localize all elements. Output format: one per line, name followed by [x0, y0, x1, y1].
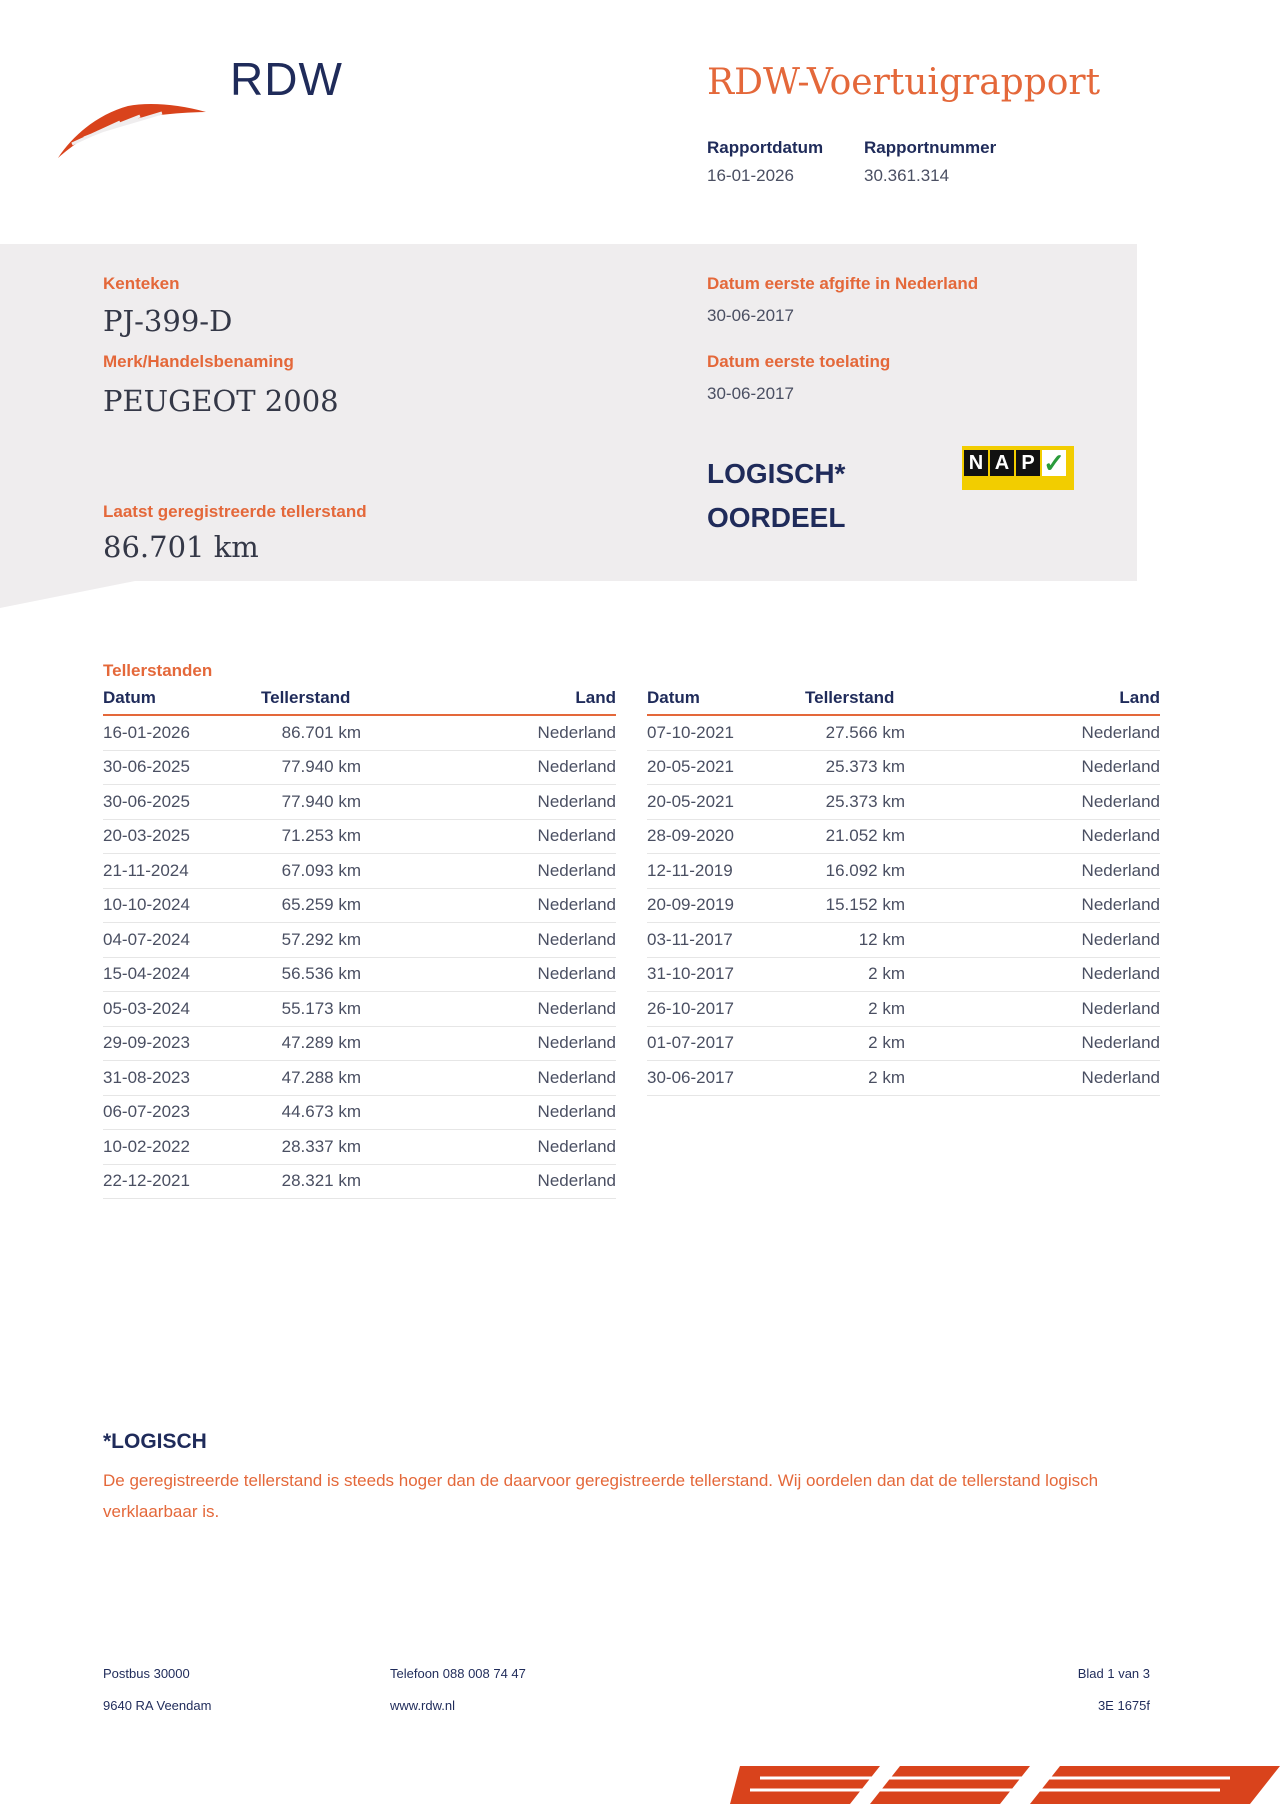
plate-label: Kenteken [103, 274, 180, 293]
row-date: 10-10-2024 [103, 895, 190, 915]
row-km: 2 km [868, 1033, 905, 1053]
report-date [707, 138, 823, 186]
row-country: Nederland [537, 1102, 616, 1122]
row-date: 16-01-2026 [103, 722, 190, 742]
row-km: 67.093 km [281, 860, 361, 880]
panel-notch [0, 580, 140, 608]
row-km: 71.253 km [281, 826, 361, 846]
row-country: Nederland [1081, 929, 1160, 949]
row-country: Nederland [537, 895, 616, 915]
row-date: 20-09-2019 [647, 895, 734, 915]
row-country: Nederland [537, 1136, 616, 1156]
brand-name: RDW [230, 53, 343, 105]
row-km: 86.701 km [281, 722, 361, 742]
row-country: Nederland [1081, 895, 1160, 915]
first-admission-label: Datum eerste toelating [707, 352, 891, 371]
table-row [647, 958, 1160, 993]
row-country: Nederland [1081, 964, 1160, 984]
odometer-value: 86.701 km [103, 530, 259, 564]
table-header [647, 688, 1160, 716]
row-country: Nederland [1081, 1033, 1160, 1053]
footer-code: 3E 1675f [1097, 1698, 1150, 1713]
row-country: Nederland [537, 826, 616, 846]
row-date: 21-11-2024 [103, 860, 189, 880]
footer-contact [390, 1658, 526, 1722]
report-title: RDW-Voertuigrapport [707, 62, 1101, 103]
row-country: Nederland [537, 757, 616, 777]
row-km: 28.337 km [281, 1136, 361, 1156]
report-number-label: Rapportnummer [864, 138, 997, 157]
rdw-feather-icon [58, 82, 208, 162]
row-km: 2 km [868, 1067, 905, 1087]
table-row [103, 785, 616, 820]
footer-postbus: Postbus 30000 [103, 1666, 190, 1681]
row-date: 05-03-2024 [103, 998, 190, 1018]
row-km: 77.940 km [281, 757, 361, 777]
row-country: Nederland [1081, 860, 1160, 880]
row-km: 21.052 km [825, 826, 905, 846]
row-km: 44.673 km [281, 1102, 361, 1122]
table-row [103, 751, 616, 786]
row-date: 06-07-2023 [103, 1102, 190, 1122]
row-date: 28-09-2020 [647, 826, 734, 846]
first-admission-value: 30-06-2017 [707, 384, 794, 403]
table-row [103, 1165, 616, 1200]
row-km: 28.321 km [281, 1171, 361, 1191]
row-country: Nederland [1081, 722, 1160, 742]
verdict [707, 452, 845, 540]
nap-letter-a: A [990, 450, 1014, 476]
footer-page-info [1078, 1658, 1150, 1722]
note-text: De geregistreerde tellerstand is steeds hoger dan de daarvoor geregistreerde tellerstand. Wij oordelen dan dat de tellerstand logisch verklaarbaar is. [103, 1471, 1099, 1521]
row-date: 01-07-2017 [647, 1033, 734, 1053]
row-date: 20-03-2025 [103, 826, 190, 846]
table-row [103, 923, 616, 958]
row-date: 20-05-2021 [647, 757, 734, 777]
table-row [103, 716, 616, 751]
row-km: 25.373 km [825, 757, 905, 777]
row-country: Nederland [537, 998, 616, 1018]
row-km: 57.292 km [281, 929, 361, 949]
first-nl-value: 30-06-2017 [707, 306, 794, 325]
row-km: 27.566 km [825, 722, 905, 742]
row-date: 04-07-2024 [103, 929, 190, 949]
row-km: 77.940 km [281, 791, 361, 811]
table-row [647, 1061, 1160, 1096]
row-date: 15-04-2024 [103, 964, 190, 984]
footer-website: www.rdw.nl [390, 1698, 456, 1713]
row-date: 29-09-2023 [103, 1033, 190, 1053]
row-country: Nederland [537, 791, 616, 811]
nap-letter-n: N [964, 450, 988, 476]
row-country: Nederland [537, 964, 616, 984]
nap-badge-icon [962, 446, 1074, 490]
row-country: Nederland [1081, 998, 1160, 1018]
report-number-value: 30.361.314 [864, 166, 950, 185]
readings-table-right [647, 688, 1160, 1096]
row-country: Nederland [1081, 791, 1160, 811]
note-title: *LOGISCH [103, 1430, 207, 1453]
table-row [103, 1096, 616, 1131]
row-km: 55.173 km [281, 998, 361, 1018]
verdict-line2: OORDEEL [707, 502, 846, 533]
row-date: 20-05-2021 [647, 791, 734, 811]
decorative-stripes-icon [730, 1760, 1280, 1810]
row-country: Nederland [1081, 1067, 1160, 1087]
row-km: 12 km [858, 929, 905, 949]
table-row [103, 1130, 616, 1165]
readings-caption: Tellerstanden [103, 661, 213, 680]
make-label: Merk/Handelsbenaming [103, 352, 294, 371]
table-row [647, 820, 1160, 855]
row-date: 12-11-2019 [647, 860, 733, 880]
header-date: Datum [647, 688, 700, 707]
header-km: Tellerstand [261, 688, 351, 707]
row-date: 10-02-2022 [103, 1136, 190, 1156]
row-km: 56.536 km [281, 964, 361, 984]
table-row [647, 716, 1160, 751]
table-row [103, 1061, 616, 1096]
row-country: Nederland [537, 1033, 616, 1053]
header-km: Tellerstand [805, 688, 895, 707]
footer-city: 9640 RA Veendam [103, 1698, 212, 1713]
row-country: Nederland [1081, 757, 1160, 777]
table-row [103, 992, 616, 1027]
table-row [647, 1027, 1160, 1062]
nap-check-icon: ✓ [1043, 448, 1065, 478]
row-date: 31-10-2017 [647, 964, 734, 984]
row-km: 25.373 km [825, 791, 905, 811]
footer-phone: Telefoon 088 008 74 47 [390, 1666, 526, 1681]
footer-page: Blad 1 van 3 [1077, 1666, 1150, 1681]
vehicle-summary-panel [0, 244, 1137, 581]
table-row [103, 820, 616, 855]
row-date: 31-08-2023 [103, 1067, 190, 1087]
report-number [864, 138, 996, 186]
row-country: Nederland [537, 722, 616, 742]
readings-table-left [103, 688, 616, 1199]
table-row [103, 854, 616, 889]
first-nl-label: Datum eerste afgifte in Nederland [707, 274, 979, 293]
footer-address [103, 1658, 211, 1722]
report-date-label: Rapportdatum [707, 138, 824, 157]
row-date: 22-12-2021 [103, 1171, 190, 1191]
table-row [647, 889, 1160, 924]
rdw-logo [58, 52, 358, 162]
row-km: 47.288 km [281, 1067, 361, 1087]
row-km: 2 km [868, 964, 905, 984]
table-row [647, 923, 1160, 958]
header-country: Land [575, 688, 616, 707]
table-row [103, 1027, 616, 1062]
row-km: 47.289 km [281, 1033, 361, 1053]
row-country: Nederland [537, 860, 616, 880]
row-km: 16.092 km [825, 860, 905, 880]
table-row [103, 889, 616, 924]
row-date: 30-06-2017 [647, 1067, 734, 1087]
row-date: 03-11-2017 [647, 929, 733, 949]
row-date: 30-06-2025 [103, 757, 190, 777]
plate-value: PJ-399-D [103, 304, 233, 338]
row-km: 15.152 km [825, 895, 905, 915]
row-date: 30-06-2025 [103, 791, 190, 811]
row-km: 2 km [868, 998, 905, 1018]
row-country: Nederland [537, 1171, 616, 1191]
header-date: Datum [103, 688, 156, 707]
table-row [647, 992, 1160, 1027]
table-header [103, 688, 616, 716]
row-country: Nederland [537, 1067, 616, 1087]
nap-letter-p: P [1016, 450, 1040, 476]
report-date-value: 16-01-2026 [707, 166, 794, 185]
odometer-label: Laatst geregistreerde tellerstand [103, 502, 367, 521]
row-country: Nederland [1081, 826, 1160, 846]
row-country: Nederland [537, 929, 616, 949]
table-row [647, 785, 1160, 820]
row-km: 65.259 km [281, 895, 361, 915]
row-date: 26-10-2017 [647, 998, 734, 1018]
table-row [647, 751, 1160, 786]
verdict-line1: LOGISCH* [707, 458, 846, 489]
table-row [647, 854, 1160, 889]
table-row [103, 958, 616, 993]
make-value: PEUGEOT 2008 [103, 384, 339, 418]
row-date: 07-10-2021 [647, 722, 734, 742]
header-country: Land [1119, 688, 1160, 707]
